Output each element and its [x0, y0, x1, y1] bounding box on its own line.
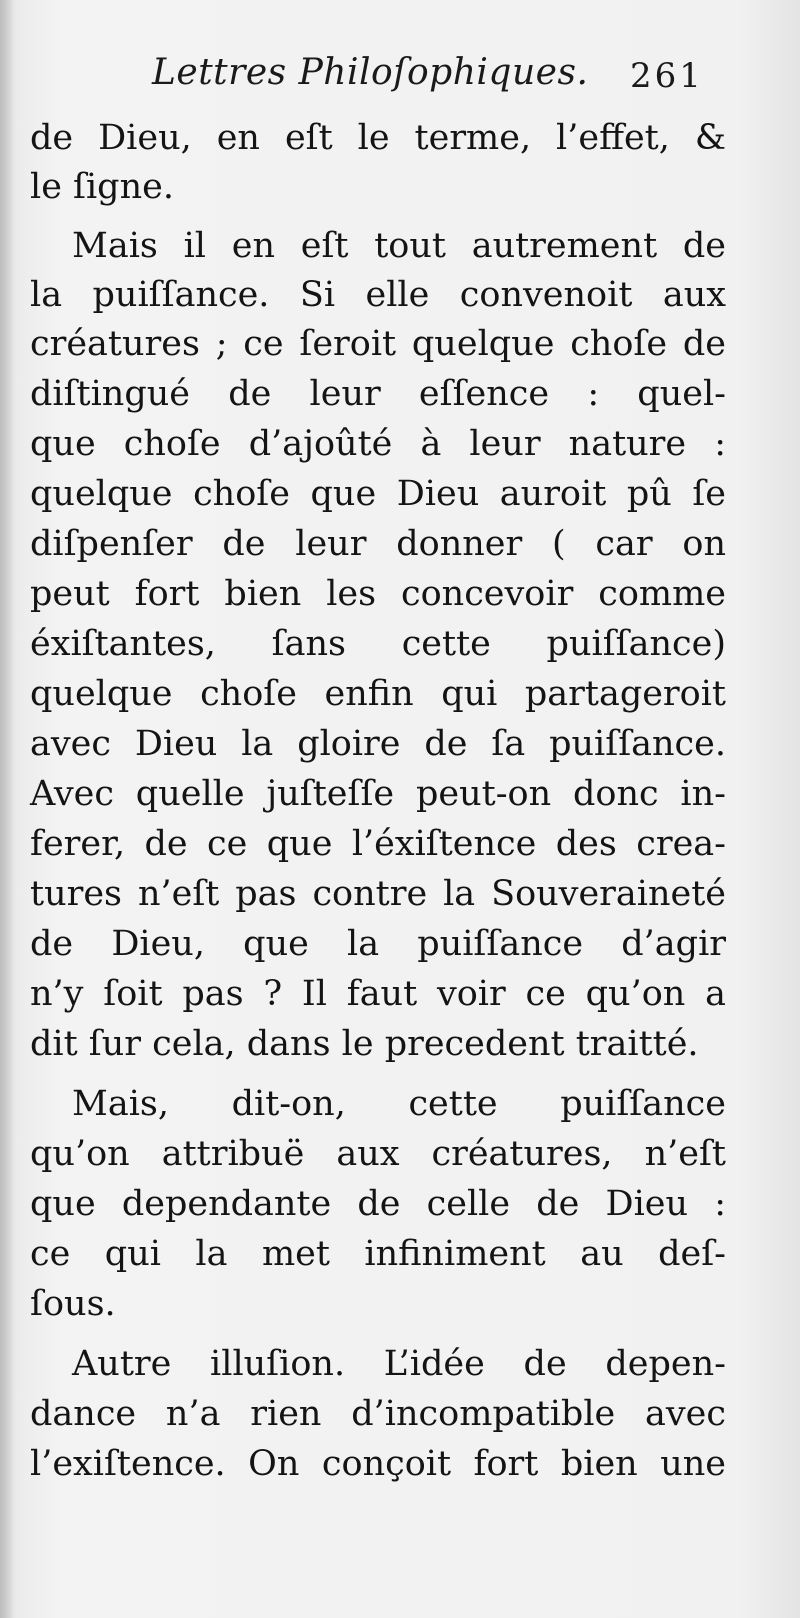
- text-line: ſous.: [30, 1284, 116, 1324]
- text-line: Mais, dit-on, cette puiſſance: [72, 1084, 726, 1124]
- running-head-title: Lettres Philoſophiques.: [152, 52, 589, 93]
- text-line: l’exiſtence. On conçoit fort bien une: [30, 1444, 726, 1484]
- text-line: ce qui la met infiniment au deſ-: [30, 1234, 726, 1274]
- text-line: Avec quelle juſteſſe peut-on donc in-: [30, 774, 726, 814]
- text-line: quelque choſe que Dieu auroit pû ſe: [30, 474, 726, 514]
- text-line: ferer, de ce que l’éxiſtence des crea-: [30, 824, 726, 864]
- text-line: la puiſſance. Si elle convenoit aux: [30, 275, 726, 315]
- page-number: 261: [630, 56, 704, 96]
- text-line: de Dieu, en eſt le terme, l’effet, &: [30, 118, 726, 158]
- text-line: peut fort bien les concevoir comme: [30, 574, 726, 614]
- text-line: le ſigne.: [30, 167, 174, 207]
- text-line: créatures ; ce ſeroit quelque choſe de: [30, 324, 726, 364]
- text-line: que choſe d’ajoûté à leur nature :: [30, 424, 726, 464]
- text-line: dance n’a rien d’incompatible avec: [30, 1394, 726, 1434]
- text-line: n’y ſoit pas ? Il faut voir ce qu’on a: [30, 974, 726, 1014]
- text-line: tures n’eſt pas contre la Souveraineté: [30, 874, 726, 914]
- text-line: quelque choſe enfin qui partageroit: [30, 674, 726, 714]
- text-line: diſtingué de leur eſſence : quel-: [30, 374, 726, 414]
- text-line: Mais il en eſt tout autrement de: [72, 226, 726, 266]
- text-line: de Dieu, que la puiſſance d’agir: [30, 924, 726, 964]
- text-line: avec Dieu la gloire de ſa puiſſance.: [30, 724, 726, 764]
- text-line: éxiſtantes, ſans cette puiſſance): [30, 624, 726, 664]
- text-line: qu’on attribuë aux créatures, n’eſt: [30, 1134, 726, 1174]
- text-line: dit ſur cela, dans le precedent traitté.: [30, 1024, 699, 1064]
- text-line: Autre illuſion. L’idée de depen-: [72, 1344, 726, 1384]
- text-line: que dependante de celle de Dieu :: [30, 1184, 726, 1224]
- text-line: diſpenſer de leur donner ( car on: [30, 524, 726, 564]
